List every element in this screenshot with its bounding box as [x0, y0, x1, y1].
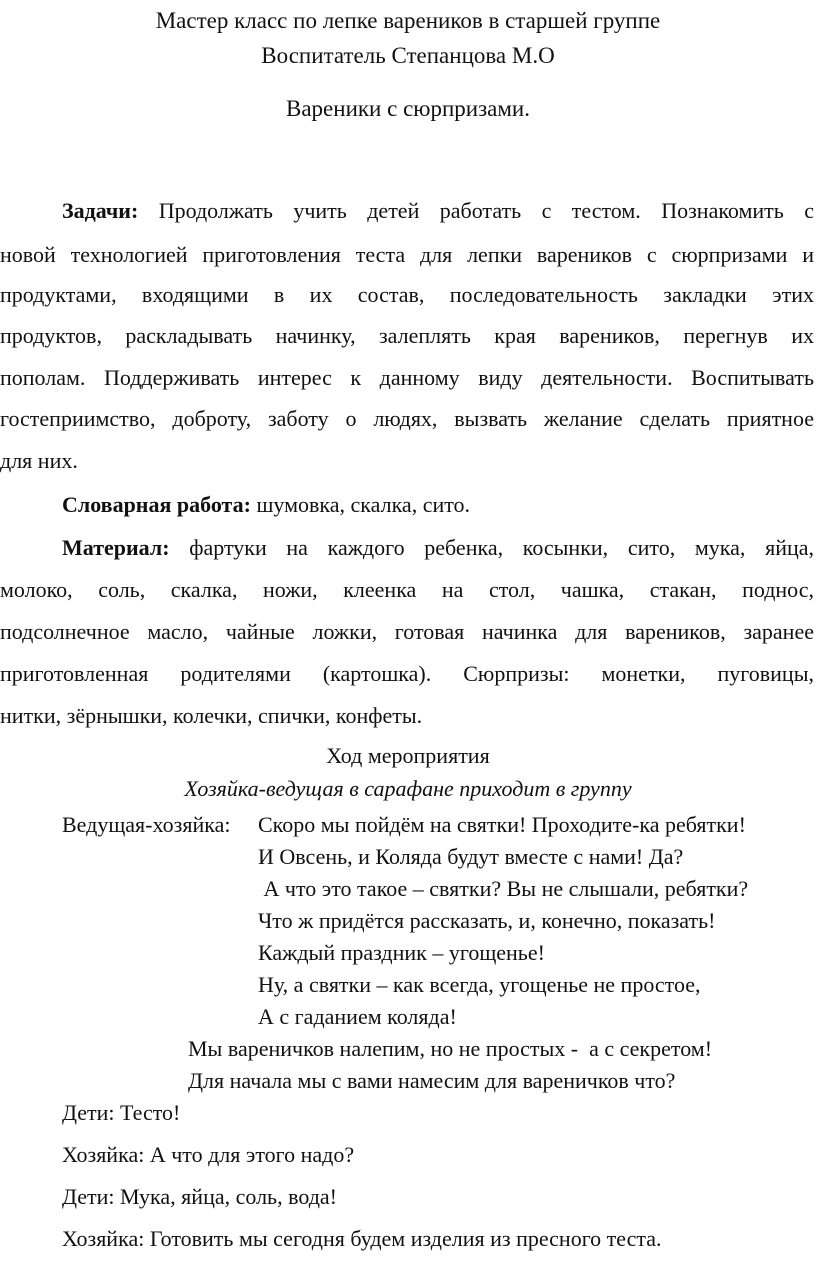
material-line-2: молоко, соль, скалка, ножи, клеенка на стол, чашка, стакан, поднос, [0, 577, 814, 602]
tasks-line-2: новой технологией приготовления теста для лепки вареников с сюрпризами и [0, 242, 814, 267]
document-subtitle: Вареники с сюрпризами. [286, 96, 530, 121]
dialogue-line: Хозяйка: Готовить мы сегодня будем изделия из пресного теста. [62, 1226, 662, 1251]
tasks-label: Задачи: [62, 198, 139, 223]
host-speaker-label: Ведущая-хозяйка: [62, 812, 231, 837]
verse-line: Мы вареничков налепим, но не простых - а с секретом! [188, 1036, 713, 1061]
dialogue-line: Дети: Мука, яйца, соль, вода! [62, 1184, 337, 1209]
author-line: Воспитатель Степанцова М.О [261, 43, 555, 68]
tasks-line-3: продуктами, входящими в их состав, последовательность закладки этих [0, 282, 814, 307]
tasks-line-1 [62, 200, 814, 222]
stage-direction: Хозяйка-ведущая в сарафане приходит в группу [184, 776, 632, 801]
verse-line: Что ж придётся рассказать, и, конечно, показать! [258, 908, 716, 933]
verse-line: Скоро мы пойдём на святки! Проходите-ка ребятки! [258, 812, 746, 837]
tasks-text: Продолжать учить детей работать с тестом. Познакомить с [158, 198, 815, 223]
tasks-line-5: пополам. Поддерживать интерес к данному виду деятельности. Воспитывать [0, 365, 814, 390]
verse-line: А с гаданием коляда! [258, 1004, 457, 1029]
tasks-line-7: для них. [0, 448, 78, 473]
vocab-label: Словарная работа: [62, 492, 251, 517]
material-text: фартуки на каждого ребенка, косынки, сито, мука, яйца, [189, 535, 814, 560]
verse-line: Каждый праздник – угощенье! [258, 940, 545, 965]
vocab-text: шумовка, скалка, сито. [256, 492, 471, 517]
dialogue-line: Хозяйка: А что для этого надо? [62, 1142, 355, 1167]
dialogue-line: Дети: Тесто! [62, 1100, 181, 1125]
material-line-4: приготовленная родителями (картошка). Сюрпризы: монетки, пуговицы, [0, 661, 814, 686]
verse-line: И Овсень, и Коляда будут вместе с нами! Да? [258, 844, 684, 869]
verse-line: Для начала мы с вами намесим для вареничков что? [188, 1068, 676, 1093]
tasks-line-4: продуктов, раскладывать начинку, залеплять края вареников, перегнув их [0, 323, 814, 348]
material-label: Материал: [62, 535, 170, 560]
verse-line: Ну, а святки – как всегда, угощенье не простое, [258, 972, 701, 997]
tasks-line-6: гостеприимство, доброту, заботу о людях, вызвать желание сделать приятное [0, 406, 814, 431]
material-line-5: нитки, зёрнышки, колечки, спички, конфеты. [0, 703, 423, 728]
vocab-paragraph [62, 494, 470, 516]
material-line-1 [62, 537, 814, 559]
document-title: Мастер класс по лепке вареников в старшей группе [155, 8, 661, 33]
material-line-3: подсолнечное масло, чайные ложки, готовая начинка для вареников, заранее [0, 619, 814, 644]
verse-line: А что это такое – святки? Вы не слышали, ребятки? [258, 876, 749, 901]
event-heading: Ход мероприятия [326, 743, 490, 768]
